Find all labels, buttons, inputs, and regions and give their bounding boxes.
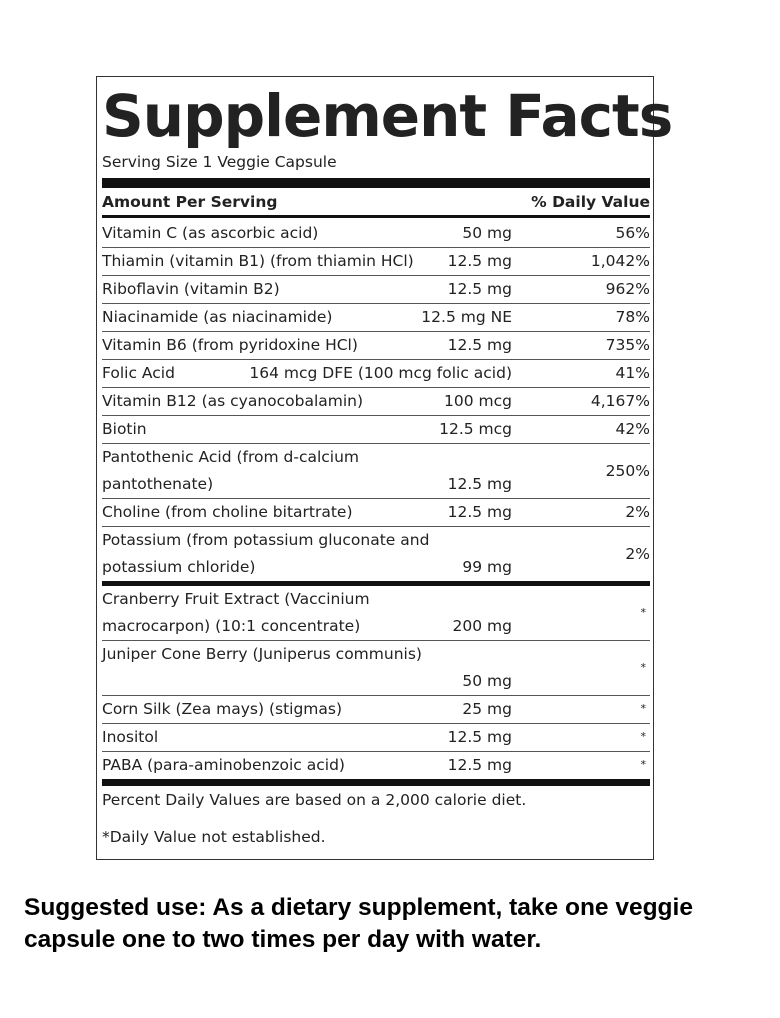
row-divider <box>102 415 650 416</box>
nutrient-name: Thiamin (vitamin B1) (from thiamin HCl) <box>102 252 414 270</box>
nutrient-daily-value: 56% <box>615 224 650 242</box>
ingredient-amount: 25 mg <box>462 700 512 718</box>
row-divider <box>102 387 650 388</box>
daily-value-asterisk: * <box>640 702 646 715</box>
nutrient-name: Folic Acid <box>102 364 175 382</box>
ingredient-name-continued: macrocarpon) (10:1 concentrate) <box>102 617 361 635</box>
ingredient-amount: 50 mg <box>462 672 512 690</box>
ingredient-amount: 200 mg <box>452 617 512 635</box>
ingredient-name: PABA (para-aminobenzoic acid) <box>102 756 345 774</box>
nutrient-name: Vitamin C (as ascorbic acid) <box>102 224 319 242</box>
ingredient-name: Corn Silk (Zea mays) (stigmas) <box>102 700 343 718</box>
ingredient-amount: 12.5 mg <box>447 756 512 774</box>
footnote-daily-values: Percent Daily Values are based on a 2,000 calorie diet. <box>102 791 527 809</box>
row-divider <box>102 751 650 752</box>
nutrient-daily-value: 962% <box>605 280 650 298</box>
ingredient-name: Inositol <box>102 728 159 746</box>
nutrient-daily-value: 1,042% <box>590 252 650 270</box>
nutrient-amount: 12.5 mg <box>447 475 512 493</box>
suggested-use-line-2: capsule one to two times per day with water. <box>24 926 542 953</box>
nutrient-daily-value: 78% <box>615 308 650 326</box>
nutrient-name: Vitamin B12 (as cyanocobalamin) <box>102 392 364 410</box>
row-divider <box>102 247 650 248</box>
row-divider <box>102 723 650 724</box>
daily-value-asterisk: * <box>640 758 646 771</box>
divider-thick <box>102 178 650 188</box>
header-daily-value: % Daily Value <box>531 193 650 211</box>
ingredient-amount: 12.5 mg <box>447 728 512 746</box>
nutrient-name: Potassium (from potassium gluconate and <box>102 531 430 549</box>
nutrient-daily-value: 2% <box>625 545 650 563</box>
nutrient-daily-value: 41% <box>615 364 650 382</box>
nutrient-name-continued: pantothenate) <box>102 475 214 493</box>
panel-title: Supplement Facts <box>102 82 673 150</box>
nutrient-name: Riboflavin (vitamin B2) <box>102 280 280 298</box>
row-divider <box>102 331 650 332</box>
nutrient-name-continued: potassium chloride) <box>102 558 256 576</box>
divider-section <box>102 581 650 586</box>
nutrient-daily-value: 2% <box>625 503 650 521</box>
daily-value-asterisk: * <box>640 661 646 674</box>
nutrient-amount: 164 mcg DFE (100 mcg folic acid) <box>249 364 512 382</box>
row-divider <box>102 498 650 499</box>
divider-thick-bottom <box>102 779 650 786</box>
nutrient-name: Niacinamide (as niacinamide) <box>102 308 333 326</box>
row-divider <box>102 640 650 641</box>
nutrient-amount: 100 mcg <box>444 392 512 410</box>
nutrient-amount: 99 mg <box>462 558 512 576</box>
row-divider <box>102 359 650 360</box>
ingredient-name: Juniper Cone Berry (Juniperus communis) <box>102 645 422 663</box>
row-divider <box>102 303 650 304</box>
serving-size: Serving Size 1 Veggie Capsule <box>102 153 337 171</box>
nutrient-daily-value: 735% <box>605 336 650 354</box>
nutrient-amount: 12.5 mg <box>447 252 512 270</box>
nutrient-amount: 50 mg <box>462 224 512 242</box>
nutrient-name: Vitamin B6 (from pyridoxine HCl) <box>102 336 358 354</box>
nutrient-name: Biotin <box>102 420 147 438</box>
row-divider <box>102 443 650 444</box>
header-amount: Amount Per Serving <box>102 193 278 211</box>
nutrient-daily-value: 42% <box>615 420 650 438</box>
nutrient-amount: 12.5 mg <box>447 336 512 354</box>
nutrient-amount: 12.5 mg <box>447 503 512 521</box>
daily-value-asterisk: * <box>640 606 646 619</box>
footnote-not-established: *Daily Value not established. <box>102 828 326 846</box>
ingredient-name: Cranberry Fruit Extract (Vaccinium <box>102 590 370 608</box>
nutrient-daily-value: 4,167% <box>590 392 650 410</box>
supplement-facts-panel <box>96 76 673 860</box>
nutrient-amount: 12.5 mcg <box>439 420 512 438</box>
daily-value-asterisk: * <box>640 730 646 743</box>
suggested-use-line-1: Suggested use: As a dietary supplement, take one veggie <box>24 894 693 921</box>
divider-header <box>102 215 650 218</box>
nutrient-amount: 12.5 mg NE <box>421 308 512 326</box>
nutrient-name: Choline (from choline bitartrate) <box>102 503 353 521</box>
nutrient-name: Pantothenic Acid (from d-calcium <box>102 448 360 466</box>
row-divider <box>102 695 650 696</box>
row-divider <box>102 526 650 527</box>
nutrient-daily-value: 250% <box>605 462 650 480</box>
row-divider <box>102 275 650 276</box>
suggested-use <box>24 892 780 956</box>
nutrient-amount: 12.5 mg <box>447 280 512 298</box>
